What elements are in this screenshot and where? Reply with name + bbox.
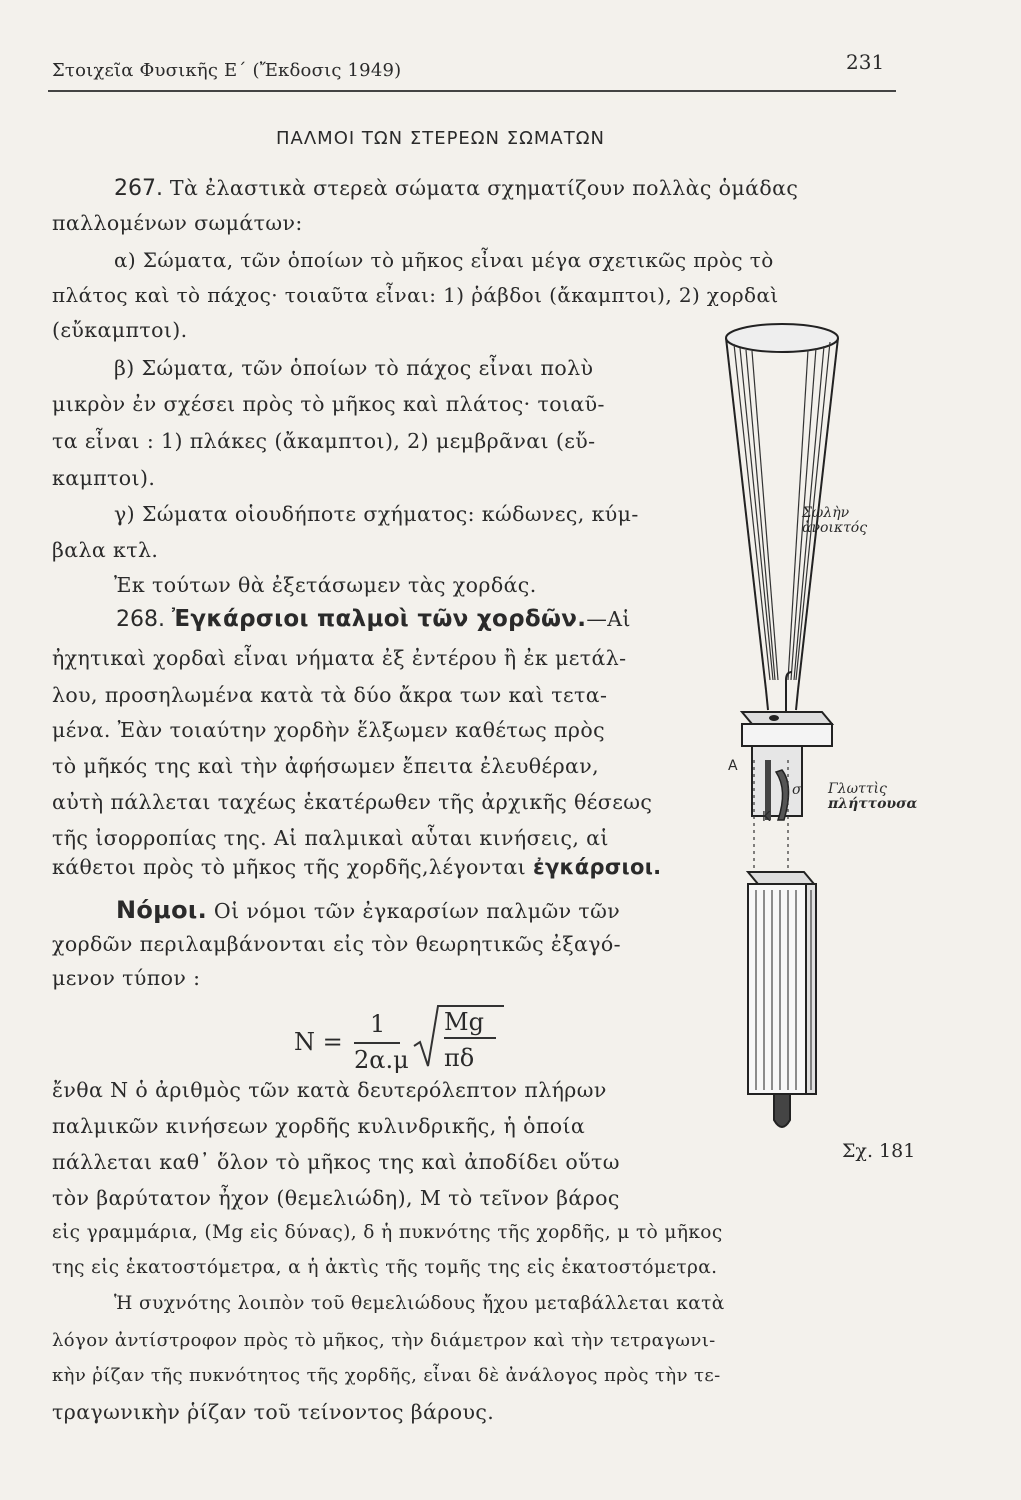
explanation-line-5: εἰς γραμμάρια, (Mg εἰς δύνας), δ ἡ πυκνότης τῆς χορδῆς, μ τὸ μῆκος: [52, 1222, 723, 1243]
radical-numerator: Mg: [444, 1008, 484, 1036]
explanation-line-3: πάλλεται καθ᾽ ὅλον τὸ μῆκος της καὶ ἀποδίδει οὕτω: [52, 1150, 620, 1174]
label-sigma: σ: [792, 782, 802, 798]
para-268-line-1: [116, 606, 631, 632]
explanation-line-8: λόγον ἀντίστροφον πρὸς τὸ μῆκος, τὴν διάμετρον καὶ τὴν τετραγωνι-: [52, 1330, 716, 1351]
para-267-number: 267.: [114, 176, 163, 201]
tube-label-line-2: ἀνοικτός: [802, 520, 868, 536]
laws-text: Οἱ νόμοι τῶν ἐγκαρσίων παλμῶν τῶν: [213, 899, 621, 923]
para-268-line-8: [52, 855, 661, 879]
running-header: Στοιχεῖα Φυσικῆς Ε΄ (Ἔκδοσις 1949): [52, 60, 402, 81]
laws-line-3: μενον τύπον :: [52, 966, 201, 990]
header-rule: [48, 90, 896, 92]
para-268-line-3: λου, προσηλωμένα κατὰ τὰ δύο ἄκρα των καὶ τετα-: [52, 683, 608, 707]
para-268-line-6: αὐτὴ πάλλεται ταχέως ἑκατέρωθεν τῆς ἀρχικῆς θέσεως: [52, 790, 653, 814]
laws-title: Νόμοι.: [116, 896, 207, 924]
para-268-number: 268.: [116, 607, 165, 632]
label-a: A: [728, 758, 738, 774]
para-268-line-7: τῆς ἰσορροπίας της. Αἱ παλμικαὶ αὗται κινήσεις, αἱ: [52, 826, 609, 850]
laws-line-1: [116, 896, 620, 924]
explanation-line-6: της εἰς ἑκατοστόμετρα, α ἡ ἀκτὶς τῆς τομῆς της εἰς ἑκατοστόμετρα.: [52, 1257, 718, 1278]
para-268-line-5: τὸ μῆκός της καὶ τὴν ἀφήσωμεν ἔπειτα ἐλευθέραν,: [52, 754, 600, 778]
para-267-line-1: [114, 176, 798, 201]
para-267-line-3: α) Σώματα, τῶν ὁποίων τὸ μῆκος εἶναι μέγα σχετικῶς πρὸς τὸ: [114, 248, 774, 272]
formula-numerator: 1: [370, 1010, 386, 1038]
label-k: K: [762, 810, 771, 825]
section-title: ΠΑΛΜΟΙ ΤΩΝ ΣΤΕΡΕΩΝ ΣΩΜΑΤΩΝ: [276, 128, 605, 149]
para-267-line-7: μικρὸν ἐν σχέσει πρὸς τὸ μῆκος καὶ πλάτος· τοιαῦ-: [52, 392, 605, 416]
para-267-line-2: παλλομένων σωμάτων:: [52, 211, 303, 235]
laws-line-2: χορδῶν περιλαμβάνονται εἰς τὸν θεωρητικῶς ἐξαγό-: [52, 932, 621, 956]
para-267-line-11: βαλα κτλ.: [52, 538, 159, 562]
para-267-line-12: Ἐκ τούτων θὰ ἐξετάσωμεν τὰς χορδάς.: [114, 573, 537, 597]
tube-label: [802, 506, 867, 536]
radical-denominator: πδ: [444, 1044, 475, 1072]
reed-pipe-illustration: [712, 320, 912, 1140]
para-267-line-9: καμπτοι).: [52, 466, 156, 490]
reed-label-line-1: Γλωττὶς: [828, 781, 887, 797]
para-268-text: —Αἱ: [586, 607, 631, 631]
para-267-line-4: πλάτος καὶ τὸ πάχος· τοιαῦτα εἶναι: 1) ῥάβδοι (ἄκαμπτοι), 2) χορδαὶ: [52, 283, 779, 307]
reed-label: [828, 782, 917, 812]
para-267-line-8: τα εἶναι : 1) πλάκες (ἄκαμπτοι), 2) μεμβρᾶναι (εὔ-: [52, 429, 596, 453]
tube-label-line-1: Σωλὴν: [802, 505, 850, 521]
explanation-line-10: τραγωνικὴν ῥίζαν τοῦ τείνοντος βάρους.: [52, 1400, 495, 1424]
para-268-line-4: μένα. Ἐὰν τοιαύτην χορδὴν ἕλξωμεν καθέτως πρὸς: [52, 718, 605, 742]
formula: [294, 1010, 534, 1080]
para-267-line-10: γ) Σώματα οἱουδήποτε σχήματος: κώδωνες, κύμ-: [114, 502, 639, 526]
reed-label-line-2: πλήττουσα: [828, 796, 918, 812]
figure-caption: Σχ. 181: [842, 1140, 916, 1162]
figure-181: [712, 320, 918, 1140]
explanation-line-9: κὴν ῥίζαν τῆς πυκνότητος τῆς χορδῆς, εἶναι δὲ ἀνάλογος πρὸς τὴν τε-: [52, 1365, 721, 1386]
fraction-bar: [354, 1042, 400, 1044]
explanation-line-1: ἔνθα N ὁ ἀριθμὸς τῶν κατὰ δευτερόλεπτον πλήρων: [52, 1078, 607, 1102]
explanation-line-7: Ἡ συχνότης λοιπὸν τοῦ θεμελιώδους ἤχου μεταβάλλεται κατὰ: [114, 1293, 725, 1314]
para-267-text: Τὰ ἐλαστικὰ στερεὰ σώματα σχηματίζουν πολλὰς ὁμάδας: [169, 176, 799, 200]
page-number: 231: [846, 50, 885, 74]
explanation-line-4: τὸν βαρύτατον ἦχον (θεμελιώδη), M τὸ τεῖνον βάρος: [52, 1186, 620, 1210]
para-267-line-5: (εὔκαμπτοι).: [52, 318, 188, 342]
para-268-line-2: ἠχητικαὶ χορδαὶ εἶναι νήματα ἐξ ἐντέρου ἢ ἐκ μετάλ-: [52, 646, 627, 670]
formula-lhs: N =: [294, 1028, 343, 1056]
formula-denominator: 2α.μ: [354, 1046, 409, 1074]
para-268-title: Ἐγκάρσιοι παλμοὶ τῶν χορδῶν.: [171, 606, 587, 632]
para-268-term: ἐγκάρσιοι.: [532, 855, 662, 879]
para-267-line-6: β) Σώματα, τῶν ὁποίων τὸ πάχος εἶναι πολὺ: [114, 356, 594, 380]
explanation-line-2: παλμικῶν κινήσεων χορδῆς κυλινδρικῆς, ἡ ὁποία: [52, 1114, 586, 1138]
para-268-text-pre: κάθετοι πρὸς τὸ μῆκος τῆς χορδῆς,λέγονται: [52, 855, 527, 879]
